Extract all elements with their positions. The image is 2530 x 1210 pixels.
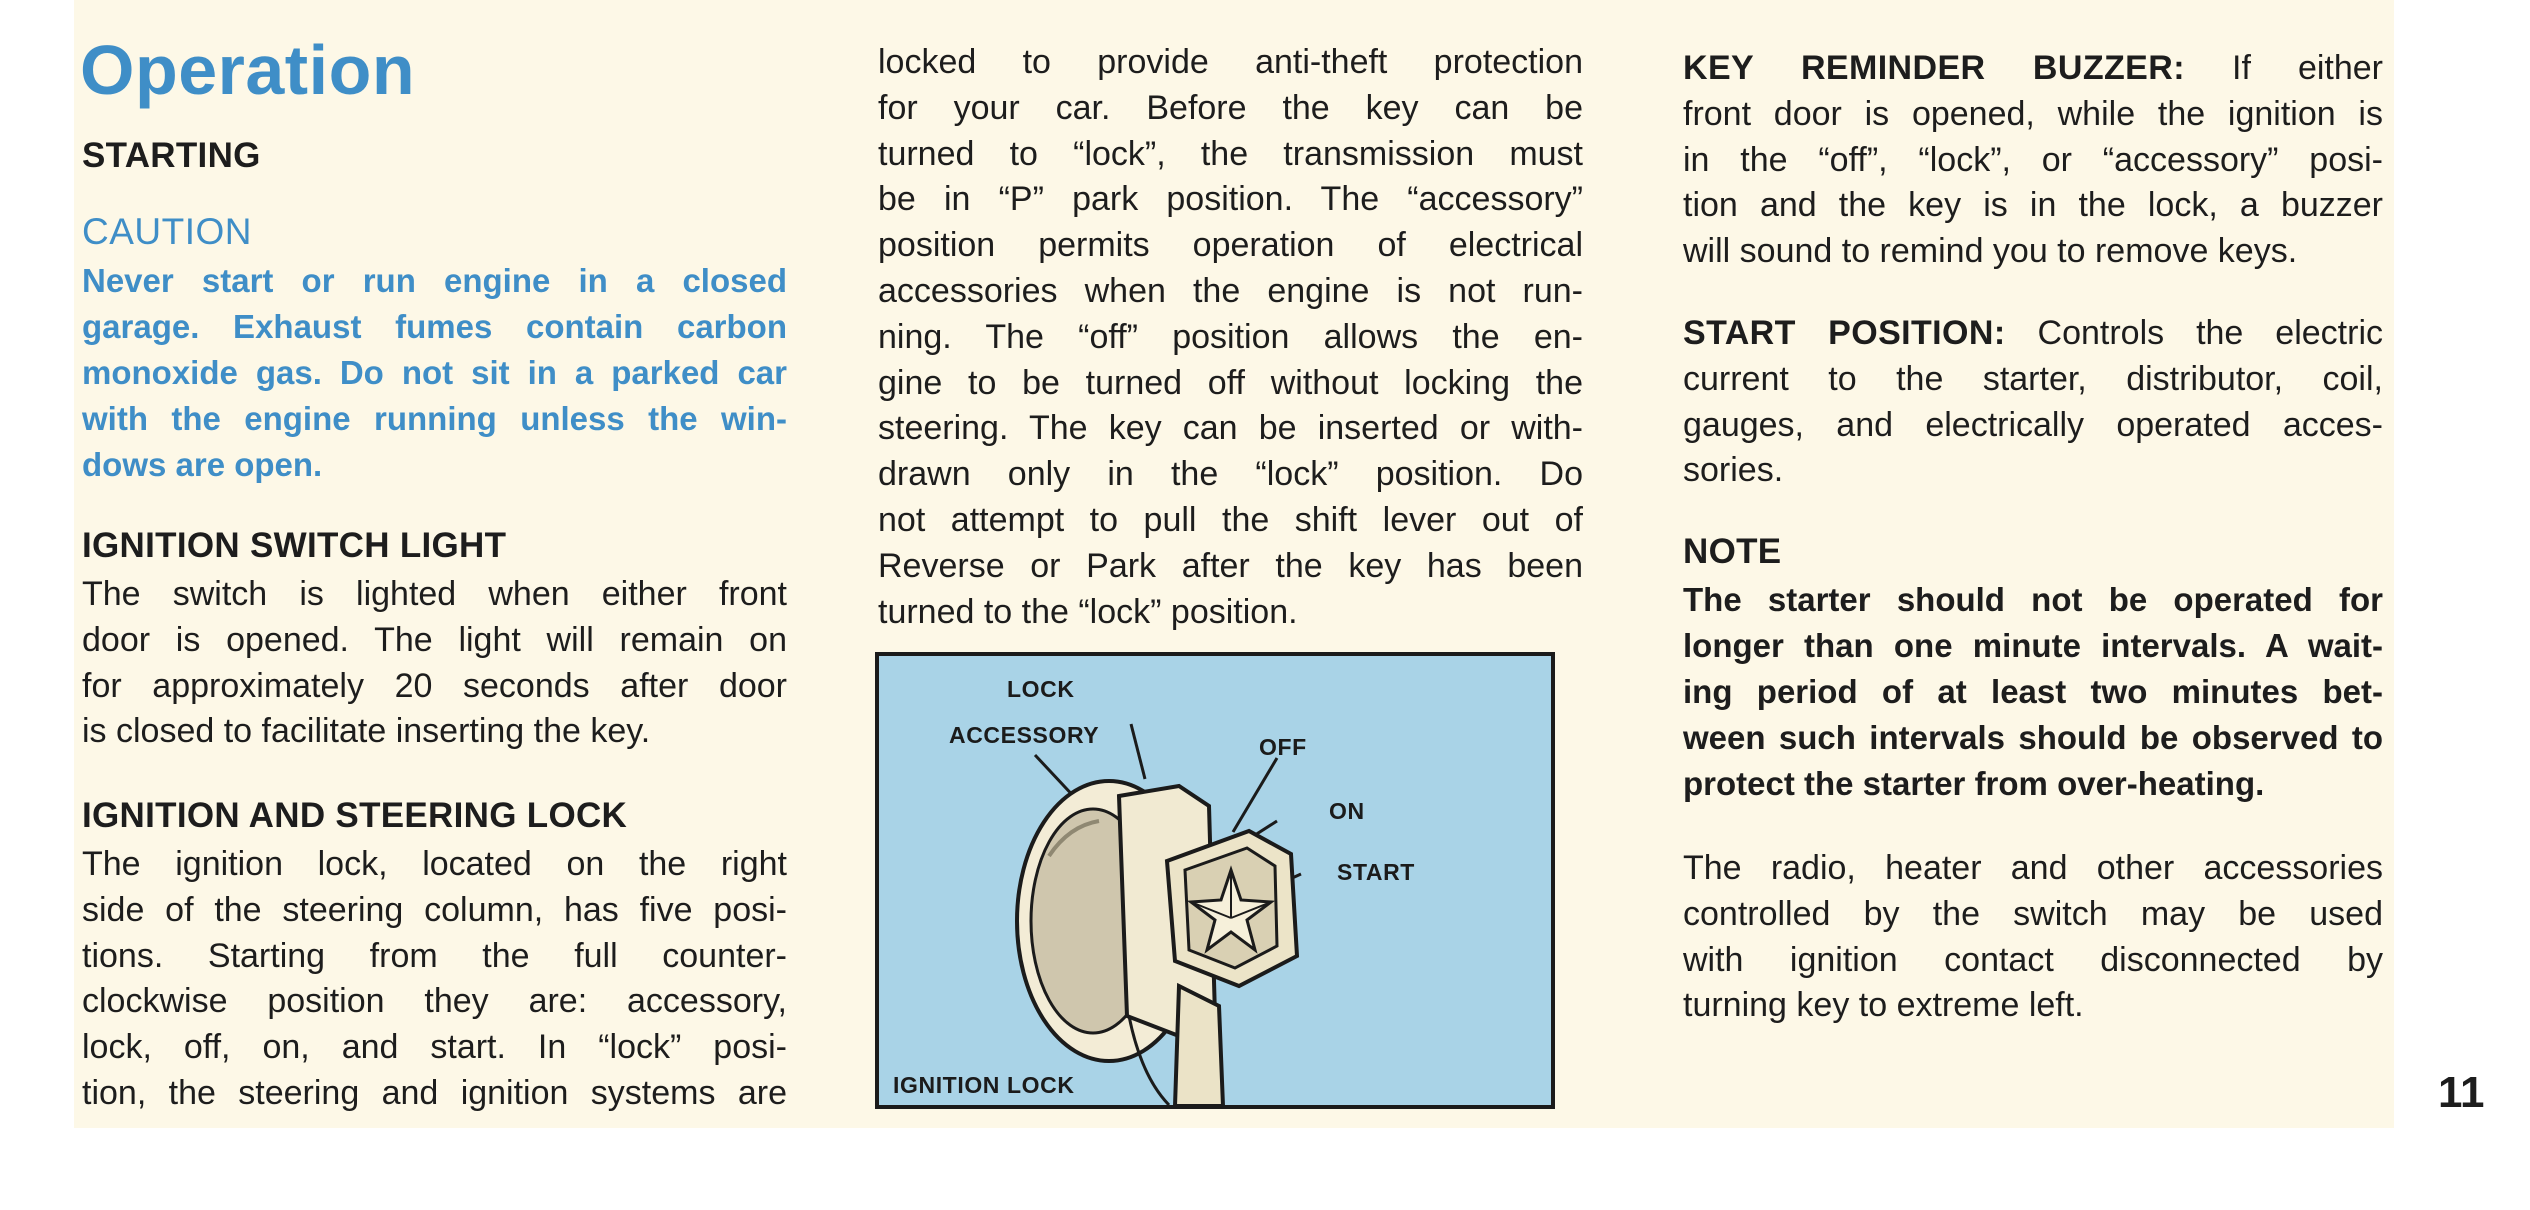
ignition-light-text: [82, 572, 787, 755]
buzzer-line: front door is opened, while the ignition is: [1683, 94, 2383, 133]
lock-line: The ignition lock, located on the right: [82, 845, 787, 883]
lock-line: side of the steering column, has five posi-: [82, 890, 787, 929]
radio-line: turning key to extreme left.: [1683, 986, 2084, 1025]
note-line: ing period of at least two minutes bet-: [1683, 673, 2383, 710]
radio-line: controlled by the switch may be used: [1683, 894, 2383, 933]
caution-line: with the engine running unless the win-: [82, 400, 787, 437]
steering-lock-text: [82, 842, 787, 1117]
caution-heading: CAUTION: [82, 211, 252, 252]
key-reminder-heading: KEY REMINDER BUZZER:: [1683, 49, 2185, 87]
light-line: The switch is lighted when either front: [82, 575, 787, 613]
label-lock: LOCK: [1007, 676, 1075, 702]
start-line: gauges, and electrically operated acces-: [1683, 405, 2383, 444]
start-position-text: [1683, 311, 2383, 494]
buzzer-line: will sound to remind you to remove keys.: [1683, 232, 2298, 271]
lock-continued-text: [878, 40, 1583, 635]
lock-line: clockwise position they are: accessory,: [82, 982, 787, 1021]
body-line: gine to be turned off without locking the: [878, 363, 1583, 402]
note-line: ween such intervals should be observed to: [1683, 719, 2383, 756]
page-title: Operation: [80, 31, 416, 109]
note-line: The starter should not be operated for: [1683, 581, 2383, 618]
lock-line: lock, off, on, and start. In “lock” posi-: [82, 1028, 787, 1067]
body-line: steering. The key can be inserted or with-: [878, 409, 1583, 448]
body-line: be in “P” park position. The “accessory”: [878, 180, 1583, 219]
start-line: current to the starter, distributor, coil,: [1683, 359, 2383, 398]
caution-line: monoxide gas. Do not sit in a parked car: [82, 354, 787, 391]
body-line: not attempt to pull the shift lever out of: [878, 500, 1583, 539]
label-start: START: [1337, 859, 1415, 885]
start-line: sories.: [1683, 451, 1784, 490]
body-line: turned to the “lock” position.: [878, 592, 1298, 631]
steering-lock-heading: IGNITION AND STEERING LOCK: [82, 796, 628, 835]
body-line: ning. The “off” position allows the en-: [878, 317, 1583, 356]
label-off: OFF: [1259, 734, 1307, 760]
figure-caption: IGNITION LOCK: [893, 1072, 1075, 1098]
page-number: 11: [2438, 1068, 2485, 1117]
note-text: [1683, 577, 2383, 807]
starting-heading: STARTING: [82, 136, 261, 175]
radio-line: with ignition contact disconnected by: [1683, 940, 2383, 979]
body-line: locked to provide anti-theft protection: [878, 43, 1583, 81]
buzzer-line: in the “off”, “lock”, or “accessory” posi-: [1683, 140, 2383, 179]
label-accessory: ACCESSORY: [949, 722, 1100, 748]
body-line: turned to “lock”, the transmission must: [878, 134, 1583, 173]
start-position-heading: START POSITION:: [1683, 314, 2006, 352]
ignition-light-heading: IGNITION SWITCH LIGHT: [82, 526, 507, 565]
note-line: longer than one minute intervals. A wait-: [1683, 627, 2383, 664]
light-line: for approximately 20 seconds after door: [82, 666, 787, 705]
caution-line: garage. Exhaust fumes contain carbon: [82, 308, 787, 345]
body-line: for your car. Before the key can be: [878, 88, 1583, 127]
note-heading: NOTE: [1683, 532, 1782, 571]
caution-line: dows are open.: [82, 446, 323, 483]
body-line: drawn only in the “lock” position. Do: [878, 455, 1583, 494]
lock-line: tion, the steering and ignition systems are: [82, 1073, 787, 1112]
ignition-lock-figure: [875, 652, 1555, 1109]
buzzer-first-words: If either: [2232, 49, 2383, 87]
buzzer-line: tion and the key is in the lock, a buzzer: [1683, 186, 2383, 225]
lock-line: tions. Starting from the full counter-: [82, 936, 787, 975]
caution-text: [82, 258, 787, 488]
key-reminder-text: [1683, 46, 2383, 275]
start-first-words: Controls the electric: [2037, 314, 2383, 352]
body-line: accessories when the engine is not run-: [878, 271, 1583, 310]
light-line: door is opened. The light will remain on: [82, 620, 787, 659]
light-line: is closed to facilitate inserting the key.: [82, 712, 651, 751]
radio-text: [1683, 846, 2383, 1029]
label-on: ON: [1329, 798, 1365, 824]
note-line: protect the starter from over-heating.: [1683, 765, 2265, 802]
body-line: Reverse or Park after the key has been: [878, 546, 1583, 585]
body-line: position permits operation of electrical: [878, 226, 1583, 265]
caution-line: Never start or run engine in a closed: [82, 262, 787, 299]
radio-line: The radio, heater and other accessories: [1683, 849, 2383, 887]
